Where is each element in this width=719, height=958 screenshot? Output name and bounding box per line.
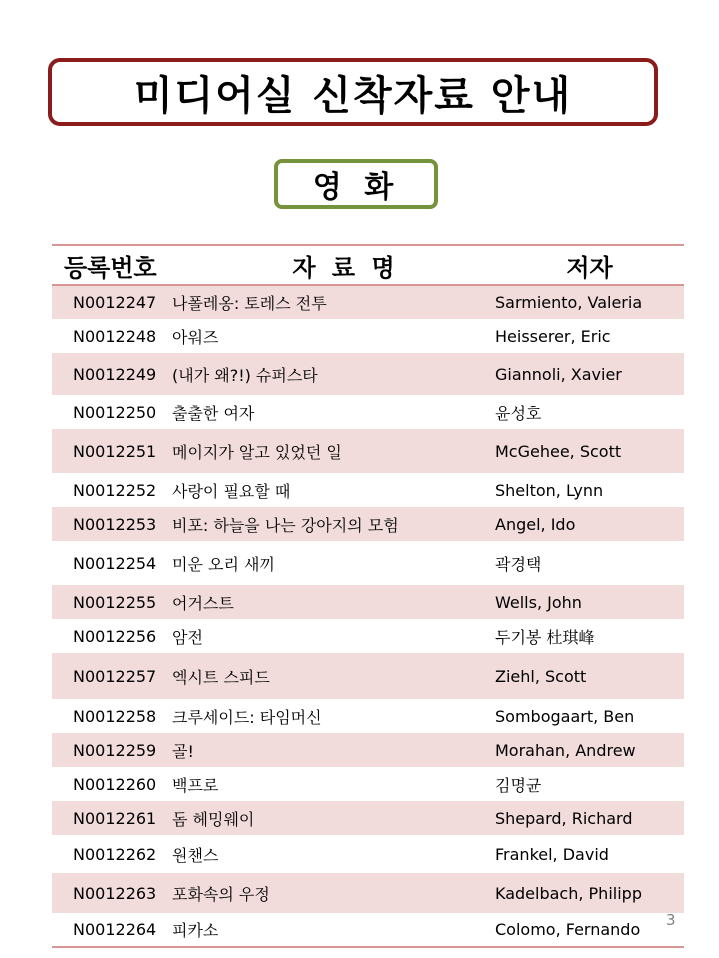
- table-row: [52, 873, 684, 913]
- table-row: [52, 285, 684, 319]
- author-cell: Heisserer, Eric: [495, 326, 611, 346]
- title-cell: 메이지가 알고 있었던 일: [172, 429, 495, 473]
- table-row: [52, 353, 684, 395]
- table-row: [52, 507, 684, 541]
- page-title: 미디어실 신착자료 안내: [133, 72, 573, 119]
- registration-number-cell: N0012260: [73, 774, 157, 794]
- author-cell: Shelton, Lynn: [495, 480, 604, 500]
- registration-number-cell: N0012253: [52, 507, 172, 541]
- title-cell: (내가 왜?!) 슈퍼스타: [172, 353, 495, 395]
- section-title: 영 화: [312, 170, 400, 205]
- registration-number-cell: N0012259: [52, 733, 172, 767]
- author-cell: 윤성호: [495, 403, 542, 423]
- table-row: [52, 767, 684, 801]
- table-row: [52, 541, 684, 585]
- title-cell: 사랑이 필요할 때: [172, 481, 291, 501]
- author-cell: Angel, Ido: [495, 507, 684, 541]
- title-cell: 어거스트: [172, 585, 495, 619]
- title-cell: 암전: [172, 627, 203, 647]
- table-row: [52, 913, 684, 947]
- title-cell: 아워즈: [172, 327, 219, 347]
- author-cell: Colomo, Fernando: [495, 913, 684, 947]
- table-row: [52, 653, 684, 699]
- author-cell: 곽경택: [495, 554, 542, 574]
- registration-number-cell: N0012262: [73, 844, 157, 864]
- title-cell: 포화속의 우정: [172, 873, 495, 913]
- table-row: [52, 801, 684, 835]
- title-cell: 미운 오리 새끼: [172, 554, 275, 574]
- title-cell: 골!: [172, 733, 495, 767]
- title-cell: 비포: 하늘을 나는 강아지의 모험: [172, 507, 495, 541]
- author-cell: 김명균: [495, 775, 542, 795]
- table-body: [52, 285, 684, 947]
- header-registration-number: 등록번호: [52, 245, 172, 285]
- table-row: [52, 473, 684, 507]
- registration-number-cell: N0012248: [73, 326, 157, 346]
- table-row: [52, 733, 684, 767]
- title-cell: 나폴레옹: 토레스 전투: [172, 285, 495, 319]
- table-row: [52, 619, 684, 653]
- header-title: 자 료 명: [172, 245, 495, 285]
- author-cell: Morahan, Andrew: [495, 733, 684, 767]
- author-cell: Sarmiento, Valeria: [495, 285, 684, 319]
- author-cell: Kadelbach, Philipp: [495, 873, 684, 913]
- author-cell: Sombogaart, Ben: [495, 706, 635, 726]
- registration-number-cell: N0012264: [52, 913, 172, 947]
- table-row: [52, 319, 684, 353]
- page-number: 3: [666, 911, 676, 929]
- registration-number-cell: N0012250: [73, 402, 157, 422]
- table-row: [52, 429, 684, 473]
- title-box: [48, 58, 658, 126]
- registration-number-cell: N0012257: [52, 653, 172, 699]
- title-cell: 돔 헤밍웨이: [172, 801, 495, 835]
- registration-number-cell: N0012256: [73, 626, 157, 646]
- registration-number-cell: N0012258: [73, 706, 157, 726]
- title-cell: 백프로: [172, 775, 219, 795]
- header-author: 저자: [495, 245, 684, 285]
- title-cell: 크루세이드: 타임머신: [172, 707, 322, 727]
- registration-number-cell: N0012247: [52, 285, 172, 319]
- registration-number-cell: N0012252: [73, 480, 157, 500]
- table-row: [52, 699, 684, 733]
- table-row: [52, 585, 684, 619]
- registration-number-cell: N0012249: [52, 353, 172, 395]
- registration-number-cell: N0012261: [52, 801, 172, 835]
- author-cell: Giannoli, Xavier: [495, 353, 684, 395]
- author-cell: Ziehl, Scott: [495, 653, 684, 699]
- registration-number-cell: N0012263: [52, 873, 172, 913]
- title-cell: 피카소: [172, 913, 495, 947]
- registration-number-cell: N0012255: [52, 585, 172, 619]
- registration-number-cell: N0012254: [73, 553, 157, 573]
- title-cell: 엑시트 스피드: [172, 653, 495, 699]
- table-header-row: [52, 245, 684, 285]
- acquisitions-table: [52, 244, 684, 948]
- section-box: [274, 159, 438, 209]
- title-cell: 원챈스: [172, 845, 219, 865]
- registration-number-cell: N0012251: [52, 429, 172, 473]
- author-cell: McGehee, Scott: [495, 429, 684, 473]
- author-cell: Wells, John: [495, 585, 684, 619]
- author-cell: 두기봉 杜琪峰: [495, 627, 595, 647]
- author-cell: Shepard, Richard: [495, 801, 684, 835]
- table-row: [52, 395, 684, 429]
- author-cell: Frankel, David: [495, 844, 609, 864]
- title-cell: 출출한 여자: [172, 403, 255, 423]
- table-row: [52, 835, 684, 873]
